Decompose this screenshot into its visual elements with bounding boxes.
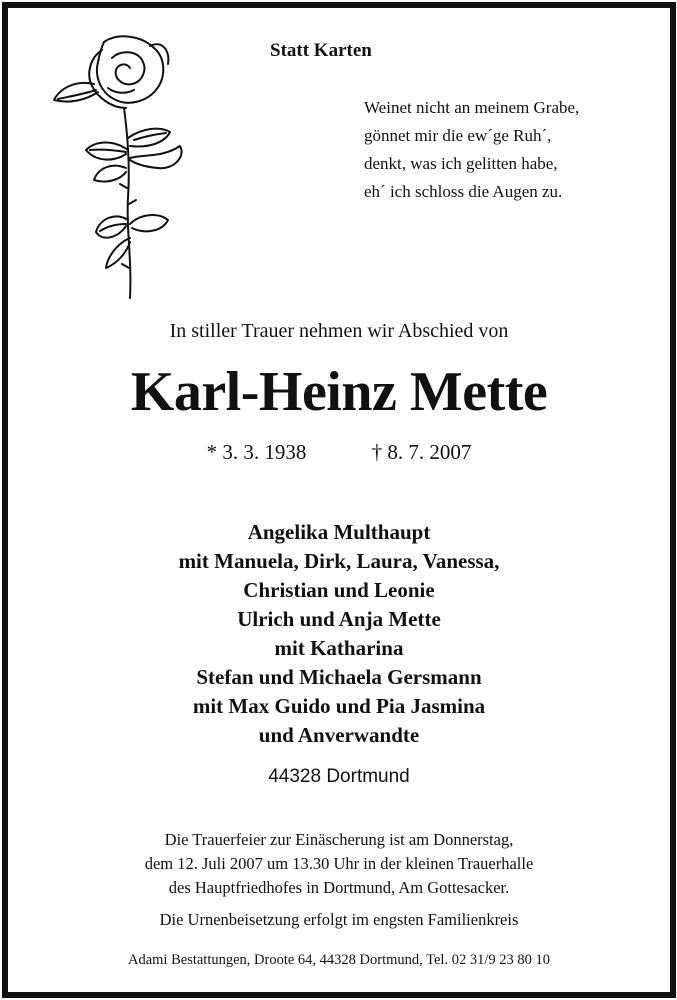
- ceremony-info: [8, 828, 670, 900]
- obituary-notice: [2, 2, 676, 998]
- mourner-line: Stefan und Michaela Gersmann: [196, 665, 482, 689]
- poem-line: gönnet mir die ew´ge Ruh´,: [364, 126, 552, 145]
- mourners-list: [8, 518, 670, 750]
- city-line: 44328 Dortmund: [268, 766, 410, 787]
- life-dates: [8, 440, 670, 465]
- ceremony-line: dem 12. Juli 2007 um 13.30 Uhr in der kleinen Trauerhalle: [144, 854, 534, 873]
- mourner-line: mit Katharina: [274, 636, 404, 660]
- poem-line: denkt, was ich gelitten habe,: [364, 154, 558, 173]
- ceremony-line: des Hauptfriedhofes in Dortmund, Am Gottesacker.: [168, 878, 510, 897]
- mourner-line: Christian und Leonie: [243, 578, 435, 602]
- mourner-line: Ulrich und Anja Mette: [237, 607, 441, 631]
- mourner-line: Angelika Multhaupt: [247, 520, 431, 544]
- mourner-line: mit Max Guido und Pia Jasmina: [192, 694, 486, 718]
- poem-line: eh´ ich schloss die Augen zu.: [364, 182, 563, 201]
- mourner-line: und Anverwandte: [258, 723, 420, 747]
- poem: [364, 94, 579, 206]
- intro-text: In stiller Trauer nehmen wir Abschied von: [169, 320, 509, 342]
- death-date: † 8. 7. 2007: [371, 440, 472, 464]
- undertaker-contact: Adami Bestattungen, Droote 64, 44328 Dortmund, Tel. 02 31/9 23 80 10: [128, 952, 550, 968]
- rose-icon: [46, 28, 202, 303]
- deceased-name: Karl-Heinz Mette: [130, 361, 548, 423]
- poem-line: Weinet nicht an meinem Grabe,: [364, 98, 580, 117]
- ceremony-line: Die Trauerfeier zur Einäscherung ist am Donnerstag,: [164, 830, 514, 849]
- mourner-line: mit Manuela, Dirk, Laura, Vanessa,: [178, 549, 500, 573]
- birth-date: * 3. 3. 1938: [206, 440, 307, 464]
- statt-karten-heading: Statt Karten: [270, 40, 372, 61]
- urn-burial-note: Die Urnenbeisetzung erfolgt im engsten Familienkreis: [159, 910, 519, 929]
